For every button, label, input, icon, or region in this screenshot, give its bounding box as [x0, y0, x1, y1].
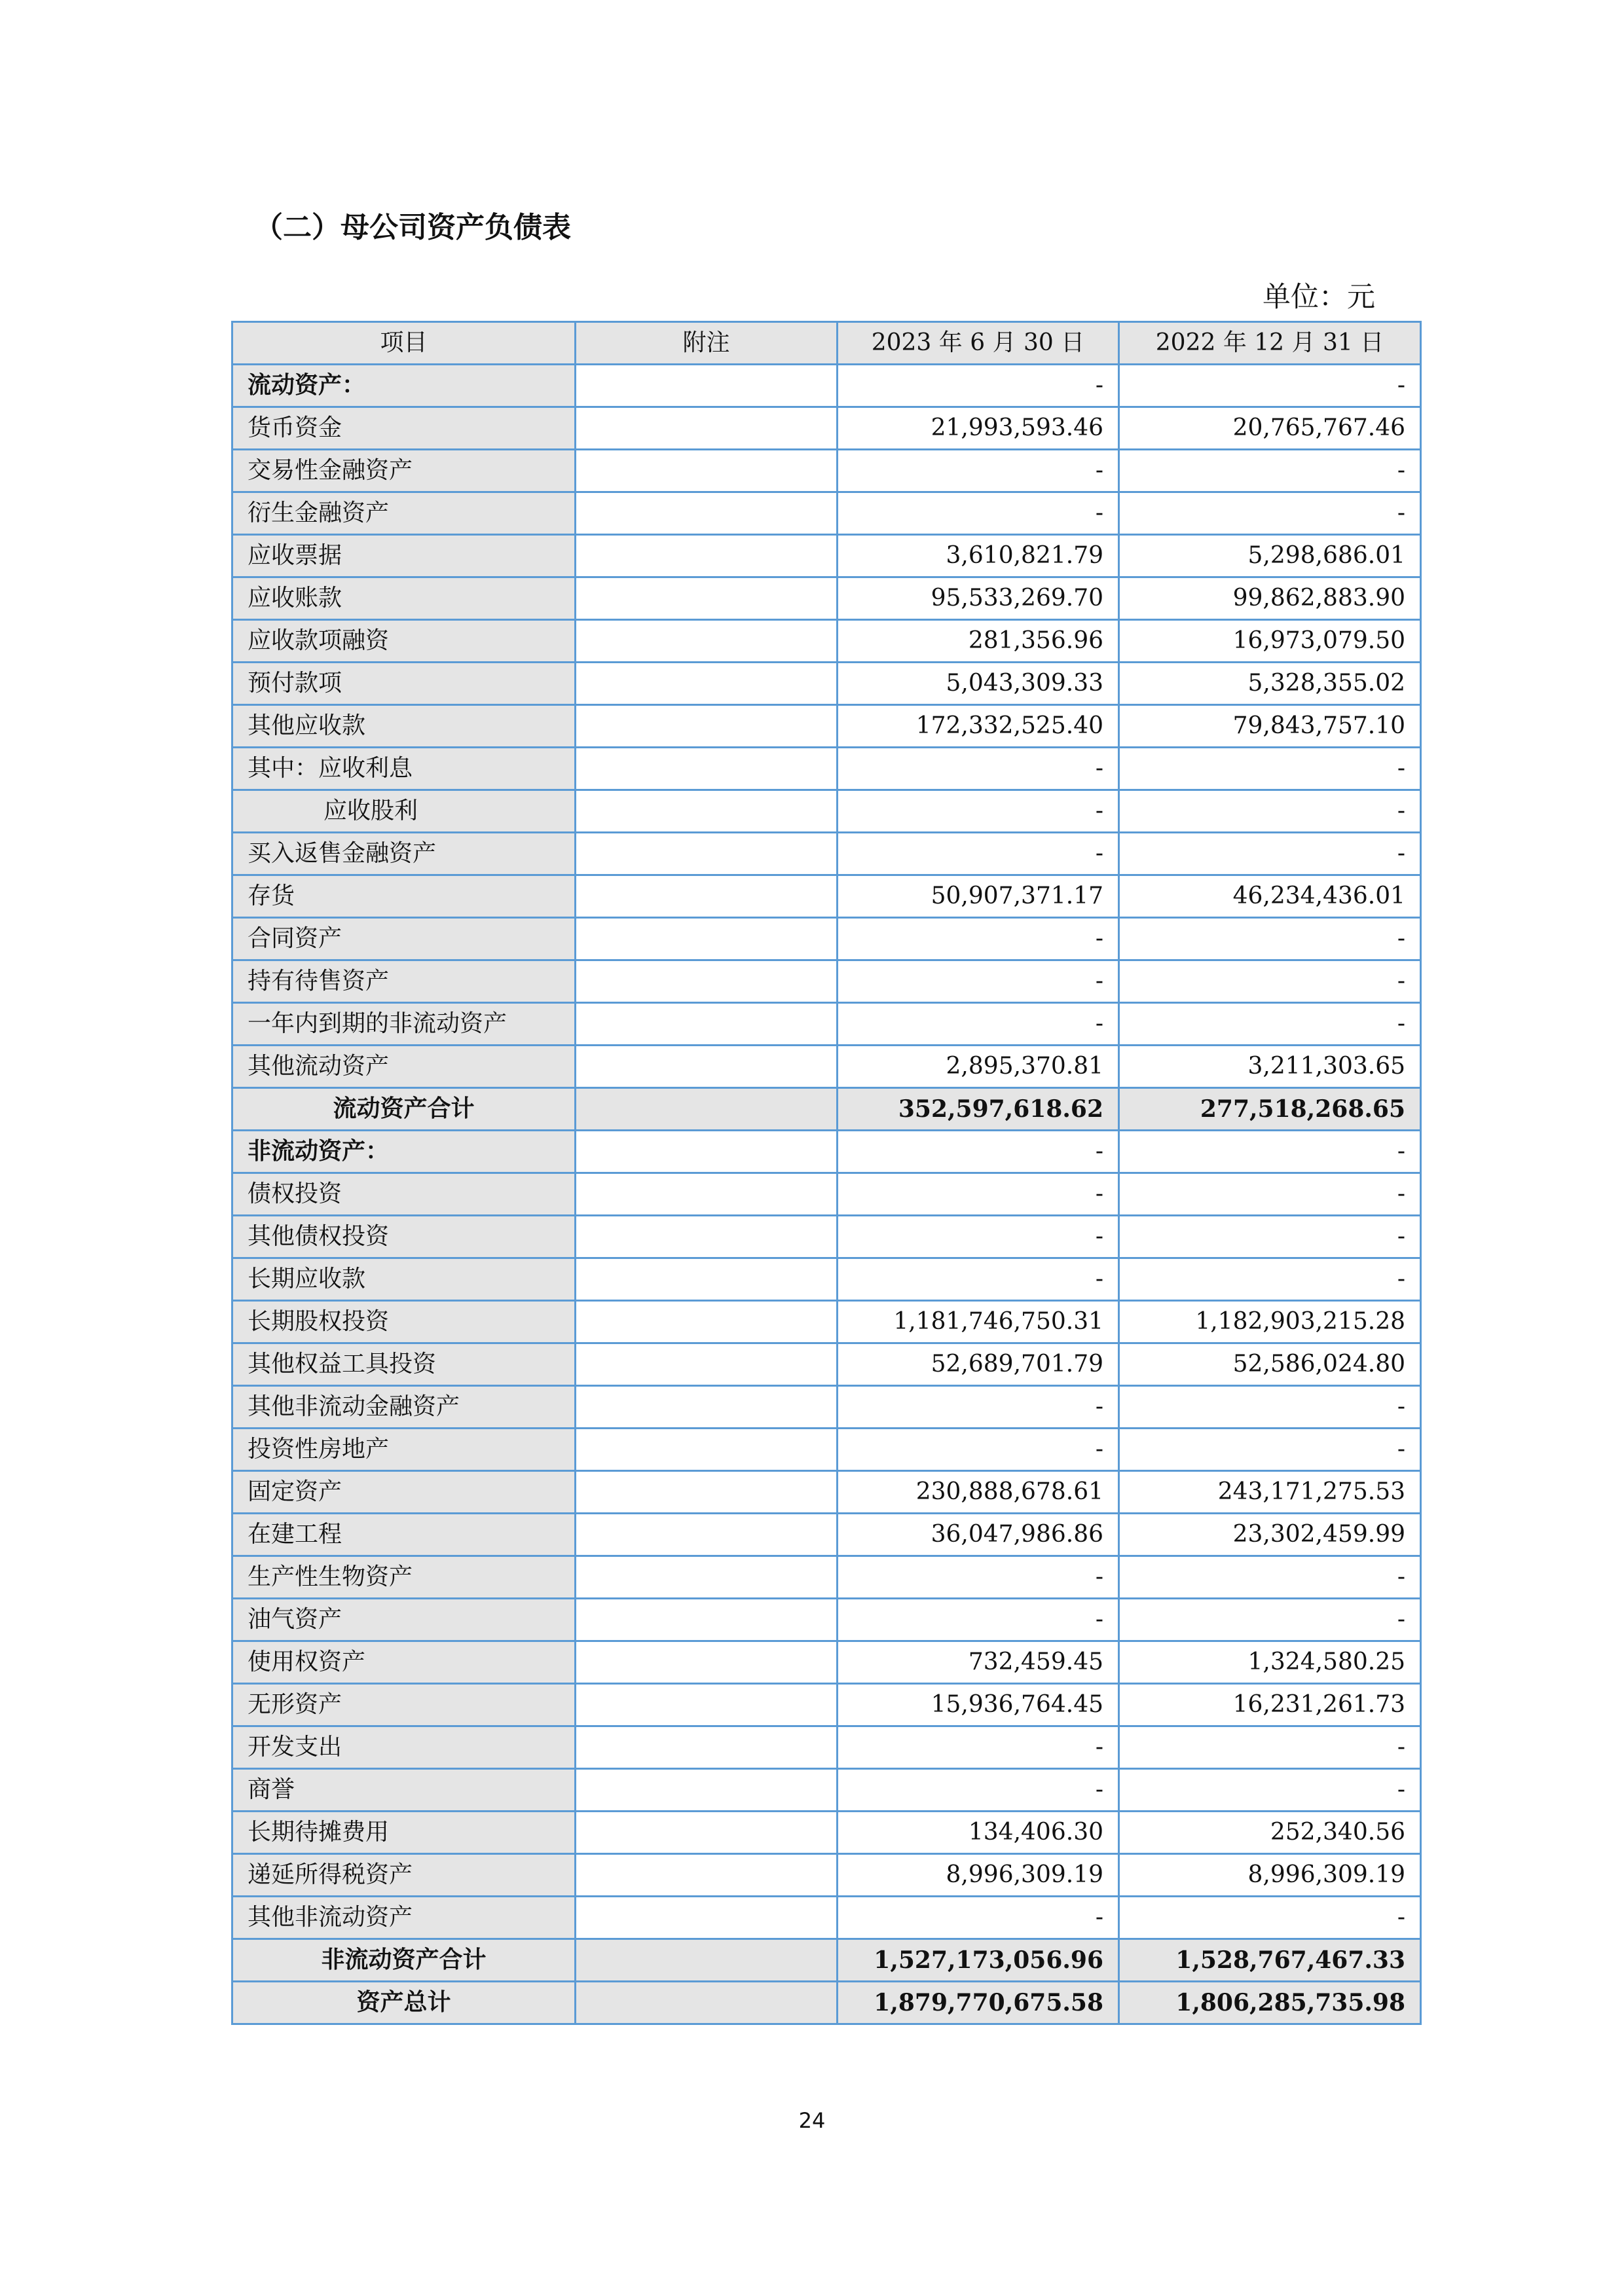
- row-label: 固定资产: [232, 1471, 576, 1514]
- value-2022: -: [1119, 1556, 1421, 1599]
- row-note: [576, 1386, 838, 1429]
- row-note: [576, 1088, 838, 1131]
- value-2022: -: [1119, 1386, 1421, 1429]
- row-label: 存货: [232, 875, 576, 918]
- table-row: [232, 875, 1421, 918]
- table-row: [232, 1641, 1421, 1684]
- value-2023: 5,043,309.33: [838, 663, 1119, 705]
- row-label: 其他债权投资: [232, 1216, 576, 1258]
- value-2022: 79,843,757.10: [1119, 705, 1421, 748]
- row-note: [576, 1216, 838, 1258]
- value-2023: -: [838, 1897, 1119, 1939]
- table-row: [232, 492, 1421, 535]
- value-2023: -: [838, 1556, 1119, 1599]
- value-2022: 243,171,275.53: [1119, 1471, 1421, 1514]
- value-2023: 15,936,764.45: [838, 1684, 1119, 1726]
- header-item: 项目: [232, 322, 576, 365]
- value-2022: 20,765,767.46: [1119, 407, 1421, 450]
- table-row: [232, 1386, 1421, 1429]
- row-note: [576, 450, 838, 492]
- value-2022: 16,231,261.73: [1119, 1684, 1421, 1726]
- table-row: [232, 1812, 1421, 1854]
- table-body: [232, 365, 1421, 2024]
- table-row: [232, 1258, 1421, 1301]
- table-row: [232, 1301, 1421, 1343]
- row-label: 其他权益工具投资: [232, 1343, 576, 1386]
- row-note: [576, 577, 838, 620]
- value-2023: -: [838, 1599, 1119, 1641]
- table-row: [232, 1897, 1421, 1939]
- row-label: 其他非流动资产: [232, 1897, 576, 1939]
- row-note: [576, 1173, 838, 1216]
- table-header-row: [232, 322, 1421, 365]
- value-2023: -: [838, 748, 1119, 790]
- value-2022: 5,298,686.01: [1119, 535, 1421, 577]
- row-note: [576, 790, 838, 833]
- section-title: （二）母公司资产负债表: [254, 211, 571, 244]
- value-2023: 172,332,525.40: [838, 705, 1119, 748]
- header-note: 附注: [576, 322, 838, 365]
- table-row: [232, 1046, 1421, 1088]
- row-label: 非流动资产合计: [232, 1939, 576, 1982]
- row-label: 长期应收款: [232, 1258, 576, 1301]
- row-label: 无形资产: [232, 1684, 576, 1726]
- row-label: 债权投资: [232, 1173, 576, 1216]
- row-note: [576, 1939, 838, 1982]
- value-2023: 2,895,370.81: [838, 1046, 1119, 1088]
- value-2023: -: [838, 1216, 1119, 1258]
- value-2022: 46,234,436.01: [1119, 875, 1421, 918]
- row-label: 应收款项融资: [232, 620, 576, 663]
- table-row: [232, 1088, 1421, 1131]
- row-label: 应收票据: [232, 535, 576, 577]
- row-label: 预付款项: [232, 663, 576, 705]
- row-note: [576, 1897, 838, 1939]
- table-row: [232, 535, 1421, 577]
- row-note: [576, 1854, 838, 1897]
- row-label: 在建工程: [232, 1514, 576, 1556]
- row-label: 其他流动资产: [232, 1046, 576, 1088]
- row-label: 其中：应收利息: [232, 748, 576, 790]
- value-2023: -: [838, 918, 1119, 960]
- table-row: [232, 1599, 1421, 1641]
- row-label: 油气资产: [232, 1599, 576, 1641]
- table-row: [232, 1173, 1421, 1216]
- value-2022: -: [1119, 365, 1421, 407]
- table-row: [232, 918, 1421, 960]
- table-row: [232, 407, 1421, 450]
- value-2023: 281,356.96: [838, 620, 1119, 663]
- value-2022: 1,182,903,215.28: [1119, 1301, 1421, 1343]
- value-2022: 16,973,079.50: [1119, 620, 1421, 663]
- table-row: [232, 1216, 1421, 1258]
- table-row: [232, 1854, 1421, 1897]
- row-note: [576, 1471, 838, 1514]
- row-label: 流动资产：: [232, 365, 576, 407]
- table-row: [232, 1131, 1421, 1173]
- row-label: 流动资产合计: [232, 1088, 576, 1131]
- value-2022: 1,528,767,467.33: [1119, 1939, 1421, 1982]
- row-note: [576, 663, 838, 705]
- row-note: [576, 407, 838, 450]
- table-row: [232, 1471, 1421, 1514]
- value-2022: 1,806,285,735.98: [1119, 1982, 1421, 2024]
- table-row: [232, 1429, 1421, 1471]
- row-label: 买入返售金融资产: [232, 833, 576, 875]
- value-2023: -: [838, 1258, 1119, 1301]
- value-2022: -: [1119, 1131, 1421, 1173]
- value-2023: -: [838, 960, 1119, 1003]
- value-2022: -: [1119, 1599, 1421, 1641]
- row-note: [576, 535, 838, 577]
- value-2023: -: [838, 1386, 1119, 1429]
- row-note: [576, 1003, 838, 1046]
- row-label: 使用权资产: [232, 1641, 576, 1684]
- value-2023: 8,996,309.19: [838, 1854, 1119, 1897]
- row-note: [576, 1258, 838, 1301]
- value-2022: -: [1119, 790, 1421, 833]
- value-2023: 352,597,618.62: [838, 1088, 1119, 1131]
- table-row: [232, 450, 1421, 492]
- value-2023: 3,610,821.79: [838, 535, 1119, 577]
- value-2022: 5,328,355.02: [1119, 663, 1421, 705]
- row-note: [576, 1641, 838, 1684]
- value-2022: 99,862,883.90: [1119, 577, 1421, 620]
- table-row: [232, 663, 1421, 705]
- row-note: [576, 1131, 838, 1173]
- value-2022: -: [1119, 1726, 1421, 1769]
- row-label: 持有待售资产: [232, 960, 576, 1003]
- row-note: [576, 875, 838, 918]
- value-2023: 52,689,701.79: [838, 1343, 1119, 1386]
- table-row: [232, 365, 1421, 407]
- value-2022: -: [1119, 492, 1421, 535]
- table-row: [232, 1939, 1421, 1982]
- row-note: [576, 1769, 838, 1812]
- value-2022: -: [1119, 1258, 1421, 1301]
- value-2023: 134,406.30: [838, 1812, 1119, 1854]
- value-2023: -: [838, 833, 1119, 875]
- row-label: 投资性房地产: [232, 1429, 576, 1471]
- value-2023: -: [838, 1726, 1119, 1769]
- value-2023: 95,533,269.70: [838, 577, 1119, 620]
- header-2022: 2022 年 12 月 31 日: [1119, 322, 1421, 365]
- row-note: [576, 1343, 838, 1386]
- table-row: [232, 1556, 1421, 1599]
- value-2022: 8,996,309.19: [1119, 1854, 1421, 1897]
- value-2023: -: [838, 492, 1119, 535]
- row-label: 货币资金: [232, 407, 576, 450]
- value-2022: 1,324,580.25: [1119, 1641, 1421, 1684]
- row-note: [576, 1301, 838, 1343]
- header-2023: 2023 年 6 月 30 日: [838, 322, 1119, 365]
- row-note: [576, 1982, 838, 2024]
- row-note: [576, 705, 838, 748]
- row-note: [576, 1046, 838, 1088]
- row-note: [576, 1726, 838, 1769]
- value-2023: 1,181,746,750.31: [838, 1301, 1119, 1343]
- row-note: [576, 1599, 838, 1641]
- value-2022: -: [1119, 960, 1421, 1003]
- value-2023: -: [838, 365, 1119, 407]
- value-2022: -: [1119, 1897, 1421, 1939]
- row-note: [576, 833, 838, 875]
- table-row: [232, 1726, 1421, 1769]
- row-note: [576, 1429, 838, 1471]
- value-2022: -: [1119, 833, 1421, 875]
- table-row: [232, 1684, 1421, 1726]
- table-row: [232, 790, 1421, 833]
- value-2023: -: [838, 1173, 1119, 1216]
- row-label: 非流动资产：: [232, 1131, 576, 1173]
- row-label: 应收股利: [232, 790, 576, 833]
- row-label: 一年内到期的非流动资产: [232, 1003, 576, 1046]
- row-note: [576, 620, 838, 663]
- value-2023: -: [838, 1429, 1119, 1471]
- value-2023: 230,888,678.61: [838, 1471, 1119, 1514]
- row-note: [576, 492, 838, 535]
- row-label: 生产性生物资产: [232, 1556, 576, 1599]
- unit-label: 单位：元: [1263, 281, 1375, 314]
- row-label: 开发支出: [232, 1726, 576, 1769]
- value-2023: 732,459.45: [838, 1641, 1119, 1684]
- value-2023: -: [838, 1131, 1119, 1173]
- table-row: [232, 1982, 1421, 2024]
- row-note: [576, 1812, 838, 1854]
- table-row: [232, 620, 1421, 663]
- value-2022: -: [1119, 1769, 1421, 1812]
- table-row: [232, 1769, 1421, 1812]
- value-2022: -: [1119, 1003, 1421, 1046]
- value-2022: -: [1119, 1429, 1421, 1471]
- row-label: 商誉: [232, 1769, 576, 1812]
- table-row: [232, 1003, 1421, 1046]
- row-label: 长期股权投资: [232, 1301, 576, 1343]
- value-2023: -: [838, 1769, 1119, 1812]
- row-note: [576, 1684, 838, 1726]
- table-row: [232, 1514, 1421, 1556]
- value-2023: 21,993,593.46: [838, 407, 1119, 450]
- value-2022: -: [1119, 918, 1421, 960]
- value-2022: 23,302,459.99: [1119, 1514, 1421, 1556]
- value-2022: -: [1119, 1173, 1421, 1216]
- row-label: 应收账款: [232, 577, 576, 620]
- table-row: [232, 748, 1421, 790]
- table-row: [232, 705, 1421, 748]
- value-2022: -: [1119, 748, 1421, 790]
- row-note: [576, 748, 838, 790]
- row-label: 其他非流动金融资产: [232, 1386, 576, 1429]
- row-label: 长期待摊费用: [232, 1812, 576, 1854]
- row-note: [576, 960, 838, 1003]
- value-2023: 1,527,173,056.96: [838, 1939, 1119, 1982]
- value-2023: 1,879,770,675.58: [838, 1982, 1119, 2024]
- row-note: [576, 1514, 838, 1556]
- value-2022: 52,586,024.80: [1119, 1343, 1421, 1386]
- table-row: [232, 960, 1421, 1003]
- value-2023: -: [838, 450, 1119, 492]
- row-label: 其他应收款: [232, 705, 576, 748]
- table-row: [232, 833, 1421, 875]
- row-label: 衍生金融资产: [232, 492, 576, 535]
- row-note: [576, 918, 838, 960]
- page-number: 24: [798, 2108, 826, 2133]
- value-2023: -: [838, 1003, 1119, 1046]
- value-2022: 3,211,303.65: [1119, 1046, 1421, 1088]
- table-row: [232, 577, 1421, 620]
- value-2022: 252,340.56: [1119, 1812, 1421, 1854]
- value-2023: 50,907,371.17: [838, 875, 1119, 918]
- balance-sheet-table: [231, 321, 1422, 2025]
- value-2022: -: [1119, 450, 1421, 492]
- row-label: 合同资产: [232, 918, 576, 960]
- value-2022: -: [1119, 1216, 1421, 1258]
- row-note: [576, 365, 838, 407]
- value-2022: 277,518,268.65: [1119, 1088, 1421, 1131]
- value-2023: 36,047,986.86: [838, 1514, 1119, 1556]
- row-label: 资产总计: [232, 1982, 576, 2024]
- value-2023: -: [838, 790, 1119, 833]
- table-row: [232, 1343, 1421, 1386]
- row-label: 递延所得税资产: [232, 1854, 576, 1897]
- row-note: [576, 1556, 838, 1599]
- row-label: 交易性金融资产: [232, 450, 576, 492]
